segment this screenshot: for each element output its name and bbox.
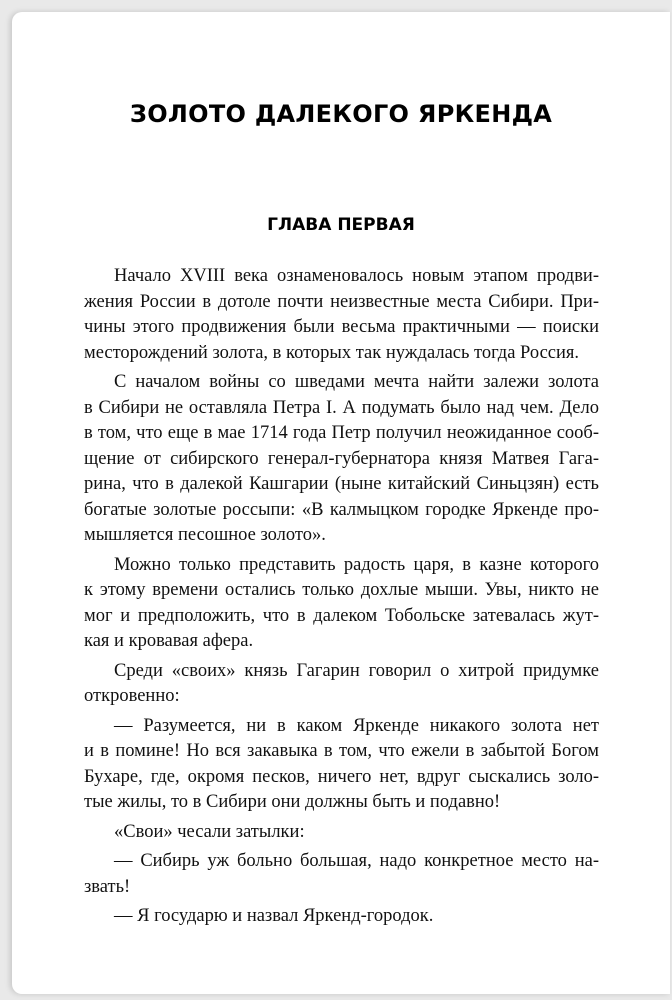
text-line: — Сибирь уж больно большая, надо конкретное место на- <box>114 851 599 871</box>
paragraph <box>84 820 599 846</box>
text-line: к этому времени остались только дохлые мыши. Увы, никто не <box>84 580 599 600</box>
text-line: жения России в дотоле почти неизвестные места Сибири. При- <box>84 291 599 312</box>
book-title: ЗОЛОТО ДАЛЕКОГО ЯРКЕНДА <box>129 100 553 128</box>
text-line: чины этого продвижения были весьма практичными — поиски <box>84 317 599 337</box>
text-line: «Свои» чесали затылки: <box>114 821 305 842</box>
paragraph <box>84 659 599 710</box>
text-line: богатые золотые россыпи: «В калмыцком городке Яркенде про- <box>84 499 599 520</box>
paragraph <box>84 849 599 900</box>
paragraph <box>84 264 599 366</box>
chapter-body-text <box>84 264 599 934</box>
text-line: месторождений золота, в которых так нуждалась тогда Россия. <box>84 342 580 363</box>
text-line: звать! <box>84 876 131 897</box>
chapter-title: ГЛАВА ПЕРВАЯ <box>267 215 415 235</box>
text-line: — Разумеется, ни в каком Яркенде никакого золота нет <box>114 715 599 736</box>
paragraph <box>84 714 599 816</box>
text-line: С началом войны со шведами мечта найти залежи золота <box>114 372 599 392</box>
paragraph <box>84 904 599 930</box>
text-line: щение от сибирского генерал-губернатора князя Матвея Гага- <box>84 448 599 469</box>
text-line: Бухаре, где, окромя песков, ничего нет, вдруг сыскались золо- <box>84 766 599 787</box>
text-line: тые жилы, то в Сибири они должны быть и подавно! <box>84 792 501 812</box>
text-line: Среди «своих» князь Гагарин говорил о хитрой придумке <box>114 660 599 681</box>
paragraph <box>84 370 599 549</box>
text-line: в Сибири не оставляла Петра I. А подумать было над чем. Дело <box>84 397 599 418</box>
text-line: — Я государю и назвал Яркенд-городок. <box>114 906 434 926</box>
text-line: кая и кровавая афера. <box>84 631 254 651</box>
paragraph <box>84 553 599 655</box>
text-line: в том, что еще в мае 1714 года Петр получил неожиданное сооб- <box>84 423 599 443</box>
text-line: Начало XVIII века ознаменовалось новым этапом продви- <box>114 266 599 286</box>
book-page <box>12 12 670 994</box>
text-line: мог и предположить, что в далеком Тобольске затевалась жут- <box>84 605 599 626</box>
text-line: откровенно: <box>84 686 180 706</box>
text-line: рина, что в далекой Кашгарии (ныне китайский Синьцзян) есть <box>84 474 599 494</box>
text-line: мышляется песошное золото». <box>84 525 326 545</box>
text-line: и в помине! Но вся закавыка в том, что ежели в забытой Богом <box>84 741 599 761</box>
text-line: Можно только представить радость царя, в казне которого <box>114 554 599 575</box>
